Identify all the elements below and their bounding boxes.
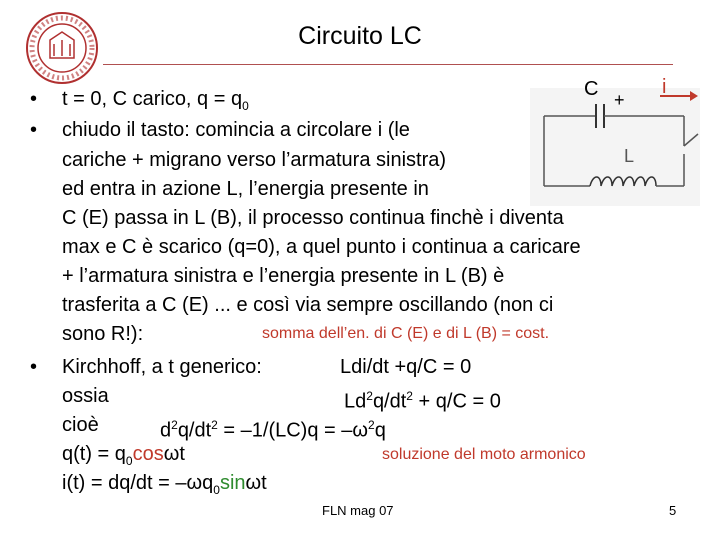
bullet-marker: • [30,356,38,378]
kirchhoff-intro: Kirchhoff, a t generico: [62,356,262,378]
slide-footer: FLN mag 07 [322,503,394,518]
qt-part-a: q(t) = q [62,443,126,465]
qt-omega-t: ωt [163,443,185,465]
eq3-part-d: q [374,419,386,442]
plus-sign-label: + [614,90,625,110]
eq2-part-a: Ld [344,390,367,413]
bullet-2-line-1: chiudo il tasto: comincia a circolare i (le [62,119,410,141]
eq3-sup-1: 2 [171,418,178,432]
bullet-1-text [62,87,249,118]
equation-3 [160,413,386,443]
equation-1: Ldi/dt +q/C = 0 [340,356,472,378]
charge-equation [62,442,185,473]
bullet-marker: • [30,88,38,110]
eq3-sup-2: 2 [211,418,218,432]
bullet-2-line-4: C (E) passa in L (B), il processo continua finchè i diventa [62,207,564,229]
bullet-2-line-5: max e C è scarico (q=0), a quel punto i continua a caricare [62,236,581,258]
it-omega-t: ωt [245,472,267,494]
ossia-label: ossia [62,385,109,407]
eq3-part-b: q/dt [177,419,212,442]
it-part-a: i(t) = dq/dt = –ωq [62,472,214,494]
eq2-part-c: + q/C = 0 [412,390,501,413]
qt-cos: cos [132,443,164,465]
page-number: 5 [669,503,677,518]
eq3-part-c: = –1/(LC)q = –ω [217,419,368,442]
bullet-2-line-3: ed entra in azione L, l’energia presente in [62,178,429,200]
current-label: i [662,76,667,98]
it-sin: sin [219,472,246,494]
it-subscript: 0 [213,483,220,497]
eq2-sup-1: 2 [366,389,373,403]
eq2-sup-2: 2 [406,389,413,403]
qt-subscript: 0 [125,454,133,468]
bullet-2-line-6: + l’armatura sinistra e l’energia presente in L (B) è [62,265,505,287]
energy-conservation-note: somma dell’en. di C (E) e di L (B) = cost. [262,325,550,342]
bullet-1-main: t = 0, C carico, q = q [62,88,243,110]
eq3-part-a: d [160,419,172,442]
slide-title: Circuito LC [298,22,422,50]
bullet-2-line-2: cariche + migrano verso l’armatura sinistra) [62,149,447,171]
eq3-sup-3: 2 [368,418,375,432]
title-divider [103,64,673,65]
bullet-marker: • [30,119,38,141]
harmonic-solution-note: soluzione del moto armonico [382,446,586,463]
circuit-diagram [530,74,720,210]
equation-2 [344,384,501,414]
bullet-2-line-8: sono R!): [62,323,144,345]
cioe-label: cioè [62,414,99,436]
bullet-1-subscript: 0 [242,99,249,113]
capacitor-label: C [584,78,599,100]
inductor-label: L [624,146,635,166]
circuit-figure [530,74,720,210]
eq2-part-b: q/dt [372,390,407,413]
bullet-2-line-7: trasferita a C (E) ... e così via sempre oscillando (non ci [62,294,554,316]
current-equation [62,471,267,502]
